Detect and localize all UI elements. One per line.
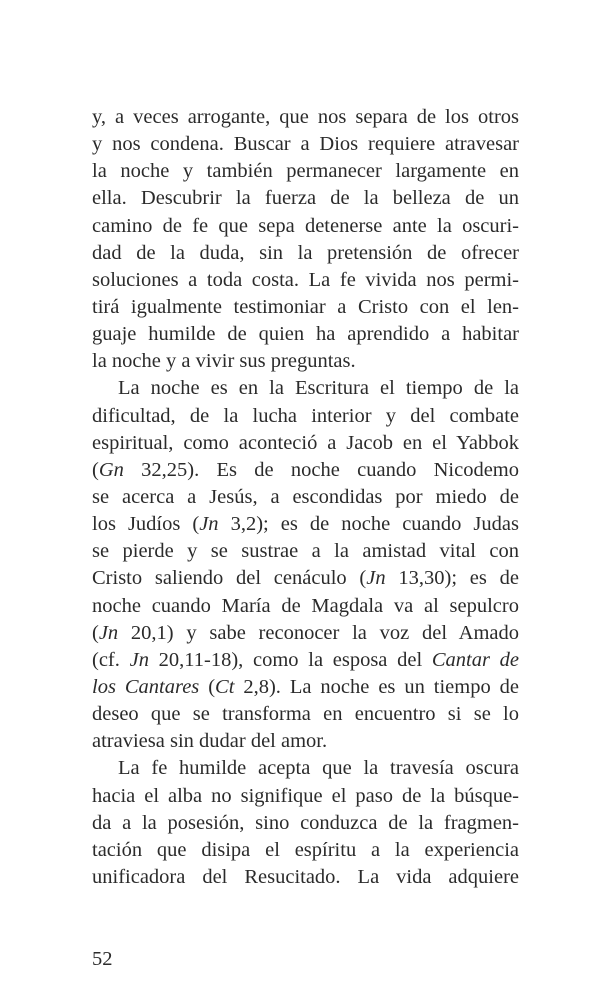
text-line (92, 728, 519, 755)
text-segment: La noche es en la Escritura el tiempo de la (118, 377, 519, 400)
text-line (92, 213, 519, 240)
italic-text: Jn (199, 513, 219, 536)
text-segment: ( (92, 621, 99, 644)
text-line (92, 864, 519, 891)
text-line (92, 620, 519, 647)
text-segment: deseo que se transforma en encuentro si se lo (92, 703, 519, 726)
text-segment: 3,2); es de noche cuando Judas (218, 513, 519, 536)
body-text (92, 104, 519, 891)
page-number: 52 (92, 948, 113, 970)
text-segment: soluciones a toda costa. La fe vivida nos permi- (92, 268, 519, 291)
text-segment: 20,1) y sabe reconocer la voz del Amado (118, 621, 519, 644)
text-segment: y, a veces arrogante, que nos separa de los otros (92, 106, 519, 128)
text-segment: tación que disipa el espíritu a la experiencia (92, 838, 519, 861)
text-line (92, 321, 519, 348)
italic-text: Gn (98, 458, 124, 481)
text-line (92, 267, 519, 294)
text-line (92, 647, 519, 674)
text-segment: espiritual, como aconteció a Jacob en el Yabbok (92, 431, 519, 454)
text-line (92, 511, 519, 538)
text-segment: (cf. (92, 648, 130, 671)
text-line (92, 375, 519, 402)
text-line (92, 484, 519, 511)
text-line (92, 538, 519, 565)
text-segment: hacia el alba no signifique el paso de la búsque- (92, 784, 519, 807)
italic-text: Jn (129, 648, 149, 671)
text-segment: tirá igualmente testimoniar a Cristo con el len- (92, 295, 519, 318)
text-line (92, 403, 519, 430)
text-segment: da a la posesión, sino conduzca de la fragmen- (92, 811, 519, 834)
text-line (92, 240, 519, 267)
text-segment: dificultad, de la lucha interior y del combate (92, 404, 519, 427)
text-line (92, 158, 519, 185)
text-line (92, 701, 519, 728)
italic-text: Jn (366, 567, 386, 590)
italic-text: los Cantares (92, 675, 200, 698)
text-segment: dad de la duda, sin la pretensión de ofrecer (92, 241, 519, 264)
text-segment: guaje humilde de quien ha aprendido a habitar (92, 323, 519, 346)
text-line (92, 457, 519, 484)
text-segment: la noche y también permanecer largamente en (92, 160, 519, 183)
italic-text: Cantar de (431, 648, 519, 671)
text-line (92, 131, 519, 158)
text-segment: los Judíos ( (92, 513, 200, 536)
text-line (92, 348, 519, 375)
text-segment: 20,11-18), como la esposa del (148, 648, 432, 671)
text-segment: Cristo saliendo del cenáculo ( (92, 567, 367, 590)
text-segment: atraviesa sin dudar del amor. (92, 730, 328, 753)
text-line (92, 565, 519, 592)
text-segment: ( (92, 458, 99, 481)
text-line (92, 430, 519, 457)
text-segment: ( (199, 675, 216, 698)
text-line (92, 593, 519, 620)
text-segment: se pierde y se sustrae a la amistad vital con (92, 540, 519, 563)
text-line (92, 185, 519, 212)
text-segment: noche cuando María de Magdala va al sepulcro (92, 594, 519, 617)
text-segment: la noche y a vivir sus preguntas. (92, 350, 356, 373)
text-segment: y nos condena. Buscar a Dios requiere atravesar (92, 133, 519, 156)
text-line (92, 783, 519, 810)
text-segment: se acerca a Jesús, a escondidas por miedo de (92, 485, 519, 508)
italic-text: Jn (98, 621, 119, 644)
text-segment: 2,8). La noche es un tiempo de (234, 675, 519, 698)
text-line (92, 755, 519, 782)
text-segment: 13,30); es de (385, 567, 519, 590)
text-segment: 32,25). Es de noche cuando Nicodemo (123, 458, 519, 481)
text-line (92, 674, 519, 701)
text-line (92, 104, 519, 131)
text-segment: ella. Descubrir la fuerza de la belleza de un (92, 187, 519, 210)
text-line (92, 294, 519, 321)
text-segment: unificadora del Resucitado. La vida adquiere (92, 865, 519, 888)
text-line (92, 837, 519, 864)
text-line (92, 810, 519, 837)
text-segment: La fe humilde acepta que la travesía oscura (118, 757, 519, 780)
italic-text: Ct (215, 675, 235, 698)
text-segment: camino de fe que sepa detenerse ante la oscuri- (92, 214, 519, 237)
